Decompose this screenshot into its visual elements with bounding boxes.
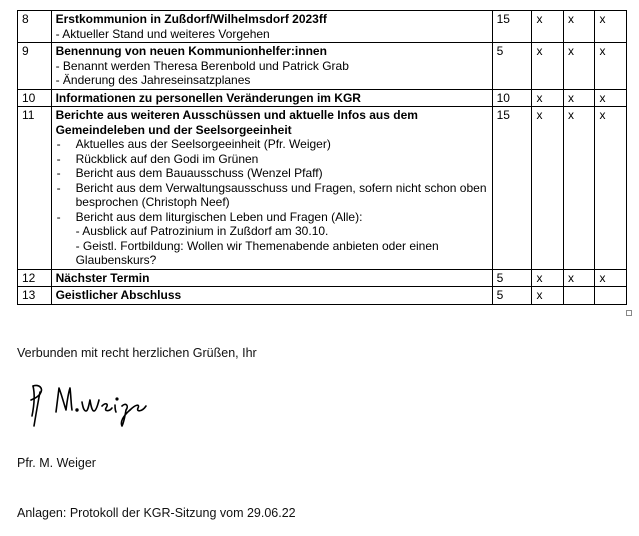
item-mark-3: x: [595, 107, 627, 270]
item-detail: - Änderung des Jahreseinsatzplanes: [55, 73, 251, 87]
list-item: - Bericht aus dem liturgischen Leben und Fragen (Alle):: [56, 210, 489, 225]
item-mark-3: x: [595, 43, 627, 90]
item-mark-1: x: [532, 89, 563, 107]
attachments-text: Anlagen: Protokoll der KGR-Sitzung vom 29.06.22: [17, 506, 296, 520]
item-number: 8: [18, 11, 52, 43]
item-title: Geistlicher Abschluss: [55, 288, 182, 302]
agenda-table: [17, 10, 627, 305]
item-mark-2: x: [563, 269, 594, 287]
item-number: 13: [18, 287, 52, 305]
item-topic: [51, 11, 492, 43]
list-item: - Bericht aus dem Verwaltungsausschuss und Fragen, sofern nicht schon oben besprochen (Christoph Neef): [56, 181, 489, 210]
item-number: 9: [18, 43, 52, 90]
item-mark-2: x: [563, 43, 594, 90]
sub-list-item: - Ausblick auf Patrozinium in Zußdorf am 30.10.: [75, 224, 329, 238]
handwritten-signature: [26, 378, 156, 430]
table-resize-handle[interactable]: [626, 310, 632, 316]
sub-list-item: - Geistl. Fortbildung: Wollen wir Themenabende anbieten oder einen Glaubenskurs?: [75, 238, 439, 267]
item-title: Nächster Termin: [55, 270, 150, 285]
signature-name: Pfr. M. Weiger: [17, 456, 96, 470]
agenda-row: [18, 11, 627, 43]
item-topic: [51, 43, 492, 90]
item-mark-1: x: [532, 11, 563, 43]
list-item: - Rückblick auf den Godi im Grünen: [56, 152, 489, 167]
report-list: [56, 137, 489, 224]
item-mark-3: x: [595, 11, 627, 43]
item-title: Erstkommunion in Zußdorf/Wilhelmsdorf 2023ff: [55, 12, 327, 26]
item-detail: - Benannt werden Theresa Berenbold und Patrick Grab: [55, 58, 349, 73]
item-minutes: 10: [492, 89, 532, 107]
list-item: - Aktuelles aus der Seelsorgeeinheit (Pfr. Weiger): [56, 137, 489, 152]
item-mark-2: [563, 287, 594, 305]
agenda-row: [18, 89, 627, 107]
item-title: Benennung von neuen Kommunionhelfer:innen: [55, 44, 327, 58]
item-minutes: 15: [492, 107, 532, 270]
greeting-text: Verbunden mit recht herzlichen Grüßen, Ihr: [17, 346, 257, 360]
item-mark-3: x: [595, 269, 627, 287]
item-minutes: 15: [492, 11, 532, 43]
list-item: - Bericht aus dem Bauausschuss (Wenzel Pfaff): [56, 166, 489, 181]
item-number: 12: [18, 269, 52, 287]
item-mark-2: x: [563, 89, 594, 107]
item-number: 10: [18, 89, 52, 107]
agenda-row: [18, 107, 627, 270]
item-mark-3: x: [595, 89, 627, 107]
item-number: 11: [18, 107, 52, 270]
item-minutes: 5: [492, 43, 532, 90]
item-detail: - Aktueller Stand und weiteres Vorgehen: [55, 26, 270, 41]
item-title: Berichte aus weiteren Ausschüssen und aktuelle Infos aus dem Gemeindeleben und der Seelsorgeeinheit: [55, 108, 418, 137]
item-mark-2: x: [563, 11, 594, 43]
agenda-row: [18, 43, 627, 90]
item-mark-1: x: [532, 287, 563, 305]
agenda-row: [18, 269, 627, 287]
item-minutes: 5: [492, 287, 532, 305]
item-topic: [51, 287, 492, 305]
item-mark-2: x: [563, 107, 594, 270]
agenda-row: [18, 287, 627, 305]
item-mark-1: x: [532, 43, 563, 90]
item-topic: [51, 89, 492, 107]
item-mark-1: x: [532, 107, 563, 270]
item-mark-1: x: [532, 269, 563, 287]
item-minutes: 5: [492, 269, 532, 287]
item-mark-3: [595, 287, 627, 305]
item-title: Informationen zu personellen Veränderungen im KGR: [55, 90, 361, 105]
item-topic: [51, 107, 492, 270]
item-topic: [51, 269, 492, 287]
